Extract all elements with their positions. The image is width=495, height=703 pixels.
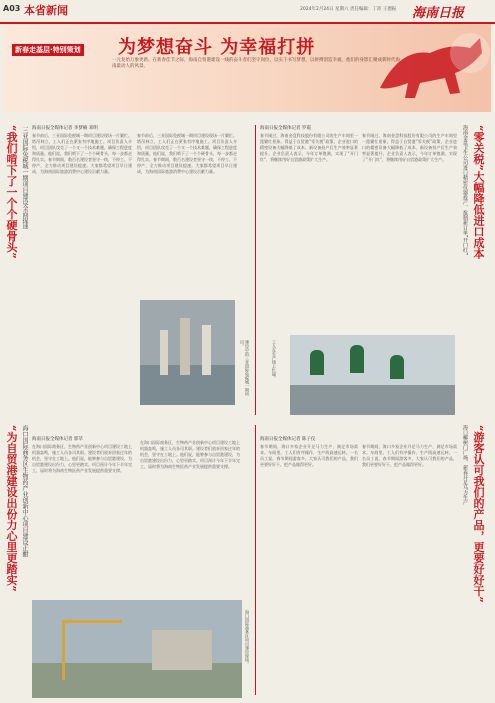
article-body: 春节期间，海口多家企业开足马力生产，满足市场需求。车间里，工人们有序操作，生产线高速运转。一名员工说，春节期间游客多，大家认可我们的产品，我们更要好好干，把产品做得更好。: [362, 444, 457, 467]
horse-illustration: [370, 28, 490, 108]
article-subhead: 海南金盘卫生公司进口精密仪器投产、抢制新订单“开门红”: [462, 125, 468, 256]
article-subhead: 海口国际商务区生物药产业创新中心项目建设正酣: [21, 425, 28, 557]
article-byline: 海南日报全媒体记者 陈子仪: [260, 437, 316, 442]
article-byline: 海南日报全媒体记者 李梦楠 邓明: [32, 126, 98, 131]
article-headline: “游客认可我们的产品，更要好好干”: [472, 425, 485, 603]
column-divider: [255, 125, 256, 415]
feature-headline: 为梦想奋斗 为幸福打拼: [118, 37, 316, 58]
photo-caption: 工人在生产线上忙碌。: [272, 340, 277, 380]
section-name: 本省新闻: [24, 4, 68, 17]
page-number: A03: [3, 4, 21, 13]
article-headline: “为自贸港建设出份力心里更踏实”: [5, 425, 18, 592]
article-subhead: 海口椰树门广场、新春开足马力生产: [462, 425, 468, 505]
article-byline: 海南日报全媒体记者 罗霞: [260, 126, 311, 131]
newspaper-logo: 海南日报: [412, 6, 465, 21]
construction-photo: [140, 300, 235, 405]
feature-intro: 一元复始万象更新。在新春佳节之际，海南自贸港建设一线的奋斗者们坚守岗位，以实干书写梦想，以拼搏创造幸福，他们的身影汇聚成新时代海南最动人的风景。: [112, 58, 400, 69]
dateline: 2024年2月24日 星期六 责任编辑：丁沛 王德振: [300, 7, 397, 12]
article-subhead: 三亚国际免税城一期项目建设全面提速: [21, 127, 28, 229]
photo-caption: 建设中的三亚国际免税城一期项目。: [240, 340, 250, 396]
photo-caption: 海口国际商务区项目建设现场。: [245, 610, 250, 666]
article-headline: “我们啃下了一个个硬骨头”: [5, 125, 18, 259]
article-headline: “零关税”大幅降低进口成本: [472, 125, 485, 259]
column-divider: [255, 425, 256, 695]
article-byline: 海南日报全媒体记者 郭萃: [32, 437, 83, 442]
article-body: 春节刚过，海南金盘科技股份有限公司的生产车间里一派繁忙景象。得益于自贸港“零关税”政策，企业进口的精密设备大幅降低了成本，新设备投产后生产效率显著提升。企业负责人表示，今年订单饱满，实现了“开门红”，将继续用好自贸港政策扩大生产。: [362, 133, 457, 162]
article-body: 在海口国际商务区，生物药产业创新中心项目建设工地上机器轰鸣，施工人员各司其职。建设者们放弃回家过年的机会，坚守在工地上。他们说，能够参与自贸港建设，为自贸港建设出份力，心里更踏实。项目预计今年下半年完工，届时将为海南生物医药产业发展提供重要支撑。: [140, 440, 240, 469]
article-body: 春节前后，三亚国际免税城一期项目建设现场一片繁忙。塔吊林立，工人们正在紧张有序地施工。项目负责人介绍，项目团队攻克了一个又一个技术难题，确保工程进度和质量。他们说，我们啃下了一个个硬骨头，每一步都走得扎实。春节期间，数百名建设者坚守一线，不停工、不停产，全力推动项目建设提速。大家都希望项目早日建成，为海南国际旅游消费中心建设贡献力量。: [32, 133, 132, 174]
article-body: 春节刚过，海南金盘科技股份有限公司的生产车间里一派繁忙景象。得益于自贸港“零关税”政策，企业进口的精密设备大幅降低了成本，新设备投产后生产效率显著提升。企业负责人表示，今年订单饱满，实现了“开门红”，将继续用好自贸港政策扩大生产。: [260, 133, 358, 162]
article-body: 在海口国际商务区，生物药产业创新中心项目建设工地上机器轰鸣，施工人员各司其职。建设者们放弃回家过年的机会，坚守在工地上。他们说，能够参与自贸港建设，为自贸港建设出份力，心里更踏实。项目预计今年下半年完工，届时将为海南生物医药产业发展提供重要支撑。: [32, 444, 132, 473]
factory-photo: [290, 335, 455, 415]
construction-photo: [32, 600, 242, 698]
article-body: 春节期间，海口多家企业开足马力生产，满足市场需求。车间里，工人们有序操作，生产线高速运转。一名员工说，春节期间游客多，大家认可我们的产品，我们更要好好干，把产品做得更好。: [260, 444, 358, 467]
feature-kicker: 新春走基层·特别策划: [12, 44, 84, 56]
article-body: 春节前后，三亚国际免税城一期项目建设现场一片繁忙。塔吊林立，工人们正在紧张有序地施工。项目负责人介绍，项目团队攻克了一个又一个技术难题，确保工程进度和质量。他们说，我们啃下了一个个硬骨头，每一步都走得扎实。春节期间，数百名建设者坚守一线，不停工、不停产，全力推动项目建设提速。大家都希望项目早日建成，为海南国际旅游消费中心建设贡献力量。: [137, 133, 237, 174]
